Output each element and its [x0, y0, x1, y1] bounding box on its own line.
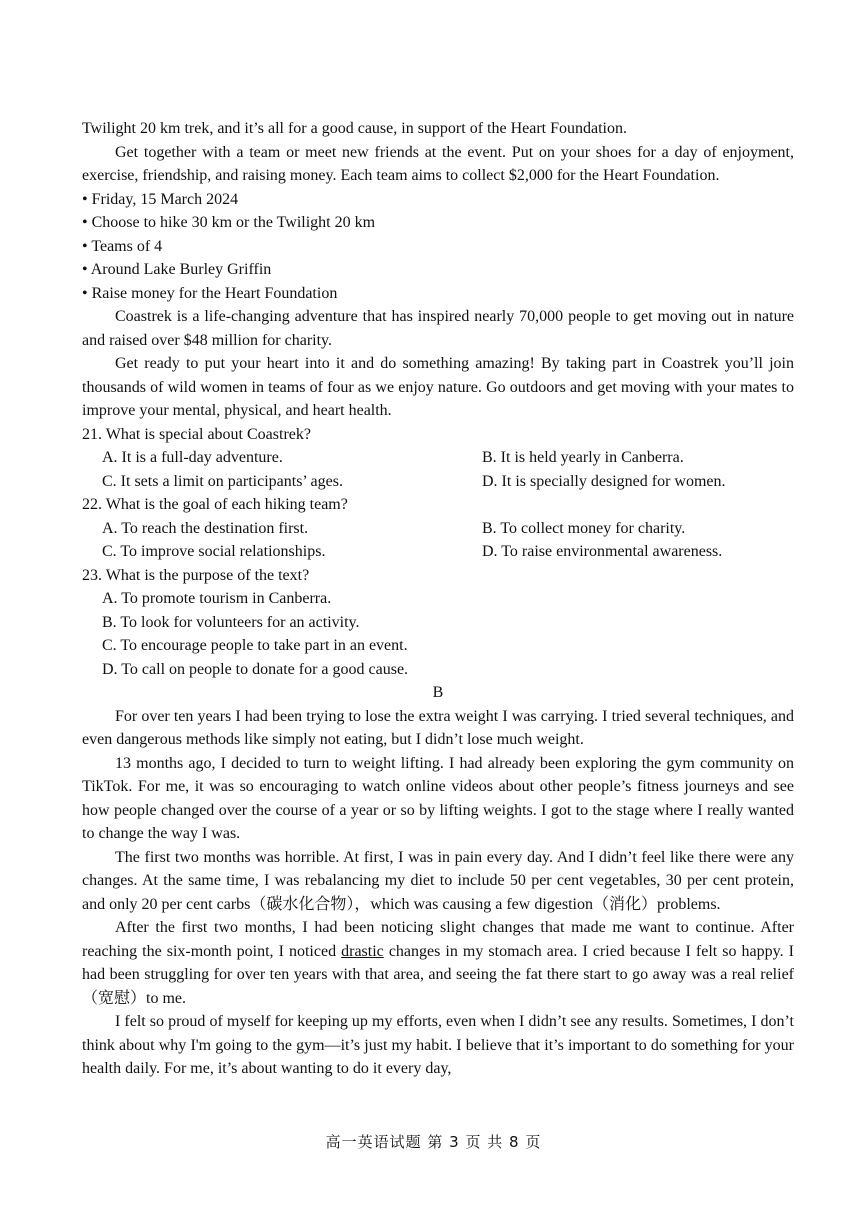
page-footer: 高一英语试题 第 3 页 共 8 页: [325, 1133, 542, 1151]
list-item: • Choose to hike 30 km or the Twilight 20 km: [82, 214, 376, 231]
paragraph-text: changes in my stomach area. I cried because I felt so happy. I had been struggling for over ten years with that area, and seeing the fat there start to go away was a real relief（宽慰）to me.: [82, 942, 795, 1007]
passage-b-paragraph-3: The first two months was horrible. At first, I was in pain every day. And I didn’t feel like there were any changes. At the same time, I was rebalancing my diet to include 50 per cent vegetables, 30 per cent protein, and only 20 per cent carbs（碳水化合物），which was causing a few digestion（消化）problems.: [82, 848, 794, 913]
option-c: C. To encourage people to take part in an event.: [102, 637, 408, 654]
question-stem: 21. What is special about Coastrek?: [82, 425, 311, 443]
passage-b-paragraph-1: For over ten years I had been trying to lose the extra weight I was carrying. I tried several techniques, and even dangerous methods like simply not eating, but I didn’t lose much weight.: [82, 707, 794, 748]
option-d: D. To raise environmental awareness.: [482, 543, 723, 560]
question-stem: 22. What is the goal of each hiking team?: [82, 496, 348, 513]
question-22: [82, 493, 794, 564]
paragraph-text: After the first two months, I had been noticing slight changes that made me want to continue. After reaching the six-month point, I noticed: [82, 919, 794, 960]
question-options: [82, 517, 794, 564]
list-item: • Raise money for the Heart Foundation: [82, 284, 338, 302]
option-b: B. To look for volunteers for an activity.: [102, 613, 360, 631]
option-c: C. It sets a limit on participants’ ages.: [102, 472, 343, 490]
option-a: A. To reach the destination first.: [102, 519, 309, 537]
question-23: [82, 564, 794, 682]
question-stem: 23. What is the purpose of the text?: [82, 566, 310, 584]
list-item: • Friday, 15 March 2024: [82, 190, 239, 208]
event-details-list: [82, 188, 794, 306]
passage-b-title: B: [432, 684, 444, 701]
passage-b-paragraph-5: I felt so proud of myself for keeping up my efforts, even when I didn’t see any results. Sometimes, I don’t think about why I'm going to the gym—it’s just my habit. I believe that it’s important to do something for your health daily. For me, it’s about wanting to do it every day,: [82, 1013, 794, 1077]
question-21: [82, 423, 794, 494]
list-item: • Around Lake Burley Griffin: [82, 261, 272, 278]
passage-a-paragraph-2: Get together with a team or meet new friends at the event. Put on your shoes for a day of enjoyment, exercise, friendship, and raising money. Each team aims to collect $2,000 for the Heart Foundation.: [82, 143, 794, 184]
passage-b-paragraph-2: 13 months ago, I decided to turn to weight lifting. I had already been exploring the gym community on TikTok. For me, it was so encouraging to watch online videos about other people’s fitness journeys and see how people changed over the course of a year or so by lifting weights. I got to the stage where I really wanted to change the way I was.: [82, 754, 794, 842]
underlined-word: drastic: [341, 942, 384, 960]
option-b: B. It is held yearly in Canberra.: [482, 449, 684, 466]
option-a: A. It is a full-day adventure.: [102, 449, 283, 466]
passage-a-paragraph-4: Get ready to put your heart into it and do something amazing! By taking part in Coastrek you’ll join thousands of wild women in teams of four as we enjoy nature. Go outdoors and get moving with your mates to improve your mental, physical, and heart health.: [82, 355, 794, 419]
option-c: C. To improve social relationships.: [102, 543, 326, 560]
option-d: D. To call on people to donate for a good cause.: [102, 660, 409, 678]
option-b: B. To collect money for charity.: [482, 519, 686, 537]
list-item: • Teams of 4: [82, 237, 163, 255]
question-options: [82, 446, 794, 493]
option-a: A. To promote tourism in Canberra.: [102, 590, 332, 607]
passage-a-paragraph-1: Twilight 20 km trek, and it’s all for a good cause, in support of the Heart Foundation.: [82, 120, 627, 137]
question-options: [82, 587, 794, 681]
exam-page-body: [82, 117, 794, 1081]
option-d: D. It is specially designed for women.: [482, 472, 726, 490]
passage-a-paragraph-3: Coastrek is a life-changing adventure that has inspired nearly 70,000 people to get moving out in nature and raised over $48 million for charity.: [82, 308, 794, 349]
passage-b-paragraph-4: [82, 916, 794, 1010]
